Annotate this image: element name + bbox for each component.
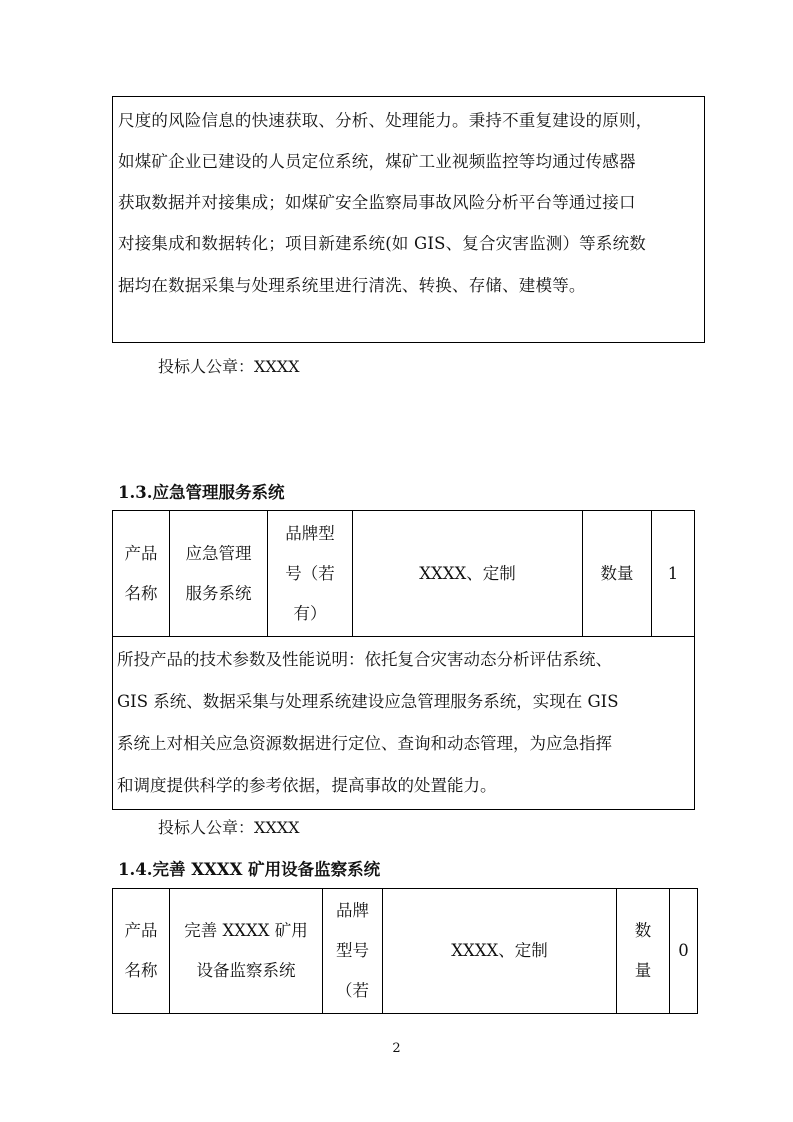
page-number: 2 — [392, 1041, 401, 1056]
quantity-value: 1 — [652, 511, 695, 637]
product-name-label — [113, 511, 170, 637]
product-table-1-4 — [112, 888, 698, 1014]
label-line: 品牌型 — [285, 523, 335, 543]
label-line: 有） — [293, 603, 327, 623]
value-line: 应急管理 — [185, 543, 252, 563]
product-name-value — [170, 889, 323, 1014]
value-line: 设备监察系统 — [196, 961, 296, 980]
quantity-label — [617, 889, 670, 1014]
value-line: 完善 XXXX 矿用 — [184, 921, 308, 940]
product-table-1-3 — [112, 510, 695, 810]
continued-text-line: 对接集成和数据转化；项目新建系统(如 GIS、复合灾害监测）等系统数 — [118, 234, 646, 253]
label-line: 品牌 — [336, 901, 369, 920]
quantity-value: 0 — [670, 889, 698, 1014]
technical-description — [113, 637, 695, 810]
bidder-stamp: 投标人公章：XXXX — [158, 357, 300, 376]
continued-description-box — [112, 96, 705, 343]
product-name-value — [170, 511, 268, 637]
product-name-label — [113, 889, 170, 1014]
brand-model-label — [323, 889, 383, 1014]
section-heading-1-3: 1.3.应急管理服务系统 — [118, 483, 285, 502]
label-line: 量 — [634, 961, 652, 980]
description-line: 和调度提供科学的参考依据，提高事故的处置能力。 — [117, 776, 497, 795]
value-line: 服务系统 — [185, 583, 252, 603]
label-line: 名称 — [124, 961, 158, 980]
label-line: 型号 — [336, 941, 369, 960]
description-line: 所投产品的技术参数及性能说明：依托复合灾害动态分析评估系统、 — [117, 650, 612, 669]
quantity-label: 数量 — [583, 511, 652, 637]
label-line: （若 — [336, 981, 369, 1000]
continued-text-line: 据均在数据采集与处理系统里进行清洗、转换、存储、建模等。 — [118, 276, 586, 295]
continued-text-line: 获取数据并对接集成；如煤矿安全监察局事故风险分析平台等通过接口 — [118, 193, 636, 212]
description-line: GIS 系统、数据采集与处理系统建设应急管理服务系统，实现在 GIS — [117, 692, 619, 711]
continued-text-line: 尺度的风险信息的快速获取、分析、处理能力。秉持不重复建设的原则， — [118, 111, 653, 130]
bidder-stamp: 投标人公章：XXXX — [158, 818, 300, 837]
brand-model-value: XXXX、定制 — [353, 511, 583, 637]
label-line: 号（若 — [285, 563, 335, 583]
label-line: 产品 — [124, 921, 158, 940]
continued-text-line: 如煤矿企业已建设的人员定位系统，煤矿工业视频监控等均通过传感器 — [118, 152, 636, 171]
label-line: 产品 — [124, 543, 158, 563]
label-line: 数 — [634, 921, 652, 940]
brand-model-value: XXXX、定制 — [383, 889, 617, 1014]
description-line: 系统上对相关应急资源数据进行定位、查询和动态管理，为应急指挥 — [117, 734, 612, 753]
label-line: 名称 — [124, 583, 158, 603]
brand-model-label — [268, 511, 353, 637]
section-heading-1-4: 1.4.完善 XXXX 矿用设备监察系统 — [118, 860, 381, 879]
